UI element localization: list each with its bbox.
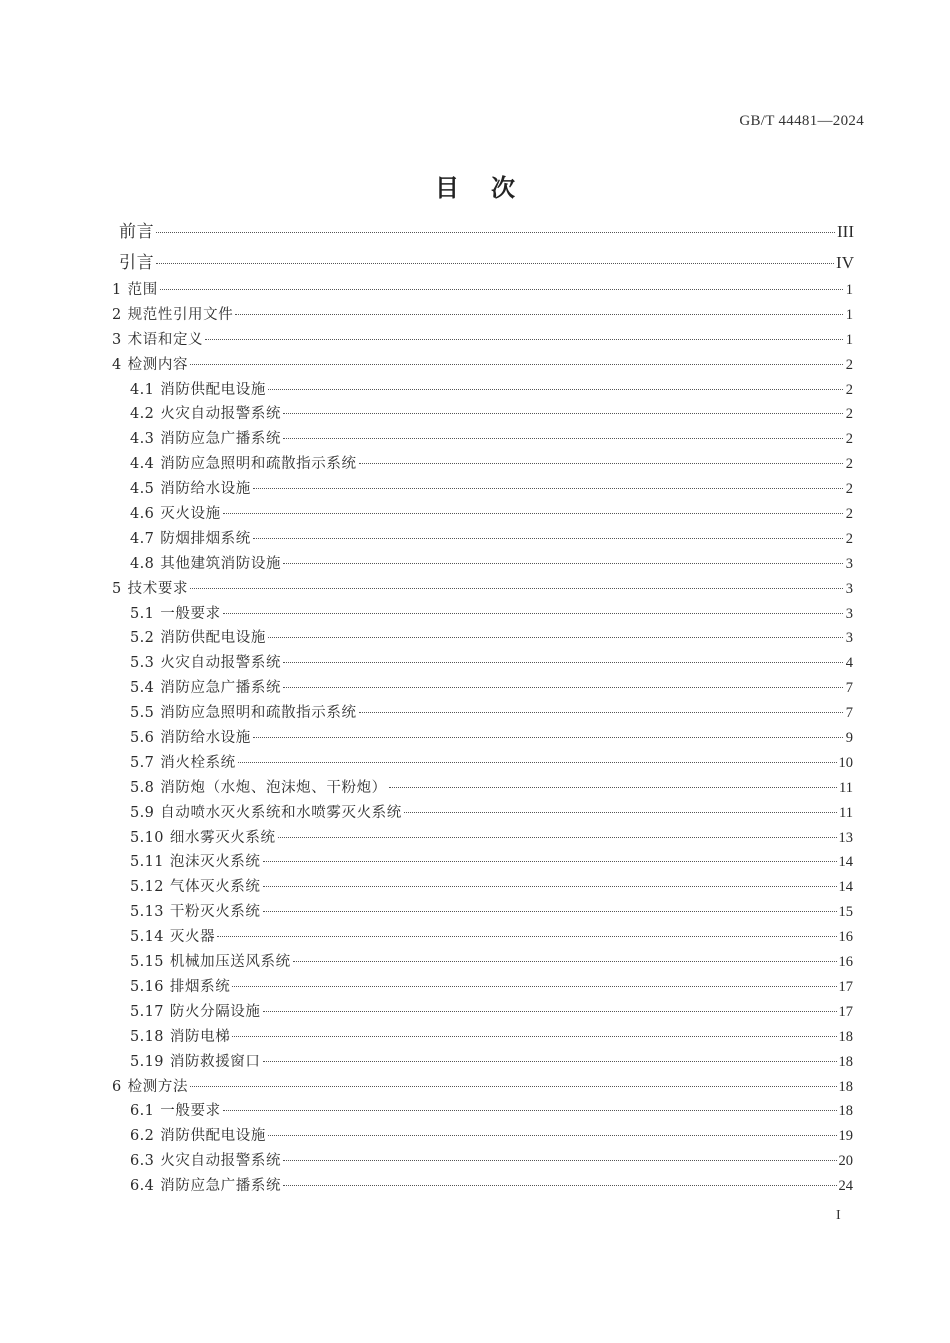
toc-entry-number: 6	[112, 1078, 122, 1095]
dot-leader	[283, 1185, 836, 1186]
dot-leader	[268, 637, 843, 638]
toc-entry-label	[119, 217, 154, 248]
toc-entry-page: 1	[845, 282, 853, 298]
toc-entry-number: 1	[112, 282, 122, 298]
dot-leader	[268, 389, 843, 390]
dot-leader	[283, 1160, 836, 1161]
toc-entry-number: 4.7	[130, 530, 155, 547]
toc-entry-label	[130, 975, 230, 1000]
toc-entry-page: 15	[838, 904, 853, 921]
toc-entry-label	[130, 378, 266, 403]
toc-entry[interactable]	[0, 651, 950, 676]
toc-entry-label	[130, 1025, 230, 1050]
toc-entry-page: IV	[836, 253, 854, 272]
toc-entry-number: 6.4	[130, 1178, 155, 1195]
dot-leader	[278, 837, 837, 838]
toc-entry-title: 范围	[127, 282, 158, 298]
toc-entry[interactable]	[0, 925, 950, 950]
toc-entry-page: 3	[845, 555, 853, 572]
toc-entry-page: 1	[845, 306, 853, 323]
toc-entry[interactable]	[0, 626, 950, 651]
toc-entry-title: 一般要求	[160, 605, 221, 622]
toc-entry-number: 5.7	[130, 754, 155, 771]
toc-entry[interactable]	[0, 751, 950, 776]
dot-leader	[238, 762, 837, 763]
toc-entry-label	[130, 626, 266, 651]
toc-entry-page: 18	[838, 1028, 853, 1045]
toc-entry-page: 3	[845, 580, 853, 597]
dot-leader	[223, 613, 843, 614]
toc-entry-number: 2	[112, 306, 122, 323]
toc-entry-number: 5.14	[130, 929, 164, 946]
dot-leader	[253, 737, 843, 738]
toc-entry[interactable]	[0, 776, 950, 801]
toc-entry-label	[130, 751, 236, 776]
toc-entry-title: 消防炮（水炮、泡沫炮、干粉炮）	[160, 779, 387, 796]
toc-entry-page: III	[837, 222, 854, 241]
toc-entry-title: 泡沫灭火系统	[169, 854, 261, 871]
toc-entry[interactable]	[0, 452, 950, 477]
dot-leader	[283, 687, 843, 688]
toc-entry-label	[130, 477, 251, 502]
toc-entry-title: 机械加压送风系统	[169, 954, 291, 971]
toc-entry-page: 13	[838, 829, 853, 846]
toc-entry[interactable]	[0, 726, 950, 751]
toc-entry-title: 消防应急广播系统	[160, 431, 282, 448]
toc-entry-page: 16	[838, 954, 853, 971]
toc-entry-title: 消防救援窗口	[169, 1053, 261, 1070]
toc-entry-number: 5.13	[130, 904, 164, 921]
toc-entry-page: 4	[845, 655, 853, 672]
toc-entry-number: 4.2	[130, 406, 155, 423]
toc-entry-title: 检测方法	[127, 1078, 189, 1095]
toc-entry-label	[130, 1174, 281, 1199]
toc-entry[interactable]	[0, 427, 950, 452]
toc-entry-title: 引言	[119, 253, 155, 273]
toc-entry-title: 术语和定义	[127, 331, 204, 348]
toc-entry-number: 4.5	[130, 481, 155, 498]
toc-entry-title: 消防给水设施	[160, 730, 251, 747]
toc-entry-number: 5.11	[130, 854, 164, 871]
toc-entry-label	[130, 676, 281, 701]
toc-entry[interactable]	[0, 552, 950, 577]
toc-entry-label	[130, 1099, 221, 1124]
toc-entry-label	[112, 1075, 188, 1100]
dot-leader	[156, 232, 835, 233]
toc-entry-number: 4.8	[130, 555, 155, 572]
toc-entry-page: 2	[845, 381, 853, 398]
toc-entry-title: 一般要求	[160, 1103, 221, 1120]
toc-entry-page: 7	[845, 680, 853, 697]
toc-entry-page: 2	[845, 456, 853, 473]
toc-entry[interactable]	[0, 900, 950, 925]
dot-leader	[263, 861, 837, 862]
toc-entry-page: 19	[838, 1128, 853, 1145]
toc-entry[interactable]	[0, 1025, 950, 1050]
toc-entry-title: 防火分隔设施	[169, 1003, 261, 1020]
toc-entry[interactable]	[0, 676, 950, 701]
toc-entry-number: 6.1	[130, 1103, 155, 1120]
toc-entry-title: 消防应急广播系统	[160, 1178, 282, 1195]
toc-entry[interactable]	[0, 216, 950, 247]
toc-entry-label	[112, 328, 203, 353]
toc-entry-number: 4.6	[130, 506, 155, 523]
toc-entry[interactable]	[0, 402, 950, 427]
toc-entry-label	[130, 527, 251, 552]
toc-entry-label	[130, 701, 357, 726]
toc-entry[interactable]	[0, 826, 950, 851]
toc-entry-title: 灭火器	[169, 929, 216, 946]
toc-entry-label	[130, 826, 276, 851]
toc-entry-page: 14	[838, 879, 853, 896]
toc-entry-number: 5.9	[130, 804, 155, 821]
toc-entry[interactable]	[0, 1099, 950, 1124]
toc-entry-page: 2	[845, 506, 853, 523]
toc-entry-label	[130, 801, 402, 826]
toc-entry-label	[112, 278, 158, 303]
toc-entry-number: 4.4	[130, 456, 155, 473]
dot-leader	[283, 438, 843, 439]
toc-entry[interactable]	[0, 1000, 950, 1025]
toc-entry[interactable]	[0, 303, 950, 328]
dot-leader	[217, 936, 836, 937]
toc-entry-title: 消防供配电设施	[160, 1128, 266, 1145]
dot-leader	[156, 263, 834, 264]
dot-leader	[253, 538, 843, 539]
toc-entry-number: 6.2	[130, 1128, 155, 1145]
toc-entry-number: 5.17	[130, 1003, 164, 1020]
dot-leader	[253, 488, 843, 489]
toc-entry-number: 5.1	[130, 605, 155, 622]
toc-entry-title: 规范性引用文件	[127, 306, 234, 323]
dot-leader	[232, 986, 836, 987]
toc-entry-label	[130, 602, 221, 627]
toc-entry-number: 5.12	[130, 879, 164, 896]
dot-leader	[190, 1086, 836, 1087]
dot-leader	[283, 413, 843, 414]
toc-entry-number: 5.8	[130, 779, 155, 796]
toc-entry-title: 消防应急照明和疏散指示系统	[160, 456, 357, 473]
toc-entry-label	[112, 303, 233, 328]
toc-entry-page: 2	[845, 431, 853, 448]
toc-entry-number: 5.3	[130, 655, 155, 672]
toc-entry-number: 5.4	[130, 680, 155, 697]
toc-entry-page: 20	[838, 1153, 853, 1170]
toc-entry-number: 5.16	[130, 978, 164, 995]
toc-entry-title: 细水雾灭火系统	[169, 829, 276, 846]
dot-leader	[268, 1135, 837, 1136]
toc-entry-page: 17	[838, 978, 853, 995]
toc-entry-title: 消火栓系统	[160, 754, 236, 771]
toc-entry-page: 10	[838, 754, 853, 771]
toc-entry-page: 3	[845, 630, 853, 647]
toc-entry-label	[130, 1050, 261, 1075]
dot-leader	[190, 588, 843, 589]
toc-entry-page: 18	[838, 1053, 853, 1070]
toc-entry-number: 5	[112, 580, 122, 597]
toc-entry-label	[112, 353, 188, 378]
dot-leader	[205, 339, 843, 340]
toc-entry-title: 干粉灭火系统	[169, 904, 261, 921]
toc-entry-label	[112, 577, 188, 602]
dot-leader	[223, 1110, 837, 1111]
toc-entry-page: 18	[838, 1103, 853, 1120]
dot-leader	[263, 911, 837, 912]
toc-entry-title: 消防应急广播系统	[160, 680, 282, 697]
toc-entry-label	[130, 402, 281, 427]
toc-entry-number: 4	[112, 356, 122, 373]
toc-entry[interactable]	[0, 850, 950, 875]
toc-entry-label	[130, 1149, 281, 1174]
dot-leader	[190, 364, 843, 365]
toc-entry-title: 防烟排烟系统	[160, 530, 251, 547]
toc-entry-label	[130, 875, 261, 900]
toc-entry-number: 5.10	[130, 829, 164, 846]
toc-entry[interactable]	[0, 875, 950, 900]
toc-entry-title: 火灾自动报警系统	[160, 1153, 282, 1170]
toc-entry[interactable]	[0, 801, 950, 826]
toc-entry-title: 技术要求	[127, 580, 189, 597]
toc-entry-number: 5.18	[130, 1028, 164, 1045]
toc-entry-number: 5.15	[130, 954, 164, 971]
page-number: I	[836, 1208, 841, 1223]
toc-entry[interactable]	[0, 701, 950, 726]
toc-entry-page: 2	[845, 406, 853, 423]
toc-entry[interactable]	[0, 527, 950, 552]
dot-leader	[404, 812, 837, 813]
dot-leader	[263, 1061, 837, 1062]
toc-entry-number: 3	[112, 331, 122, 348]
toc-entry-label	[130, 900, 261, 925]
toc-entry-label	[130, 452, 357, 477]
toc-entry[interactable]	[0, 1149, 950, 1174]
page-title: 目次	[435, 174, 547, 202]
toc-entry-page: 2	[845, 481, 853, 498]
toc-entry-label	[130, 1000, 261, 1025]
dot-leader	[283, 662, 843, 663]
toc-entry[interactable]	[0, 1050, 950, 1075]
toc-entry-label	[130, 726, 251, 751]
table-of-contents	[0, 216, 950, 1199]
toc-entry-page: 16	[838, 929, 853, 946]
toc-entry-number: 4.3	[130, 431, 155, 448]
toc-entry-title: 火灾自动报警系统	[160, 406, 282, 423]
dot-leader	[235, 314, 843, 315]
dot-leader	[359, 463, 843, 464]
dot-leader	[293, 961, 837, 962]
dot-leader	[160, 289, 843, 290]
toc-entry-label	[130, 502, 221, 527]
toc-entry[interactable]	[0, 1124, 950, 1149]
dot-leader	[263, 886, 837, 887]
toc-entry[interactable]	[0, 950, 950, 975]
toc-entry-label	[130, 427, 281, 452]
dot-leader	[283, 563, 843, 564]
toc-entry-page: 3	[845, 605, 853, 622]
toc-entry-number: 5.19	[130, 1053, 164, 1070]
toc-entry-label	[130, 651, 281, 676]
toc-entry-label	[119, 248, 154, 279]
toc-entry[interactable]	[0, 353, 950, 378]
toc-entry-page: 1	[845, 331, 853, 348]
toc-entry-page: 14	[838, 854, 853, 871]
toc-entry-number: 6.3	[130, 1153, 155, 1170]
dot-leader	[232, 1036, 836, 1037]
toc-entry-title: 消防给水设施	[160, 481, 251, 498]
toc-entry[interactable]	[0, 1174, 950, 1199]
toc-entry[interactable]	[0, 602, 950, 627]
dot-leader	[389, 787, 837, 788]
toc-entry-number: 4.1	[130, 381, 155, 398]
toc-entry-title: 灭火设施	[160, 506, 221, 523]
toc-entry-page: 17	[838, 1003, 853, 1020]
dot-leader	[263, 1011, 837, 1012]
toc-entry-number: 5.6	[130, 730, 155, 747]
toc-entry-title: 消防应急照明和疏散指示系统	[160, 705, 357, 722]
dot-leader	[359, 712, 843, 713]
toc-entry-page: 9	[845, 730, 853, 747]
toc-entry-title: 其他建筑消防设施	[160, 555, 282, 572]
toc-entry[interactable]	[0, 247, 950, 278]
standard-code: GB/T 44481—2024	[739, 113, 864, 129]
toc-entry-label	[130, 552, 281, 577]
toc-entry-label	[130, 776, 387, 801]
toc-entry-number: 5.5	[130, 705, 155, 722]
toc-entry-title: 前言	[119, 222, 155, 242]
toc-entry[interactable]	[0, 975, 950, 1000]
toc-entry-page: 18	[838, 1078, 853, 1095]
toc-entry-page: 11	[839, 779, 853, 796]
toc-entry-page: 2	[845, 530, 853, 547]
toc-entry-title: 自动喷水灭火系统和水喷雾灭火系统	[160, 804, 402, 821]
toc-entry-page: 24	[838, 1178, 853, 1195]
toc-entry-label	[130, 850, 261, 875]
toc-entry-title: 火灾自动报警系统	[160, 655, 282, 672]
toc-entry-label	[130, 950, 291, 975]
toc-entry[interactable]	[0, 502, 950, 527]
toc-entry-title: 消防供配电设施	[160, 381, 266, 398]
toc-entry[interactable]	[0, 577, 950, 602]
toc-entry-page: 11	[839, 804, 853, 821]
dot-leader	[223, 513, 843, 514]
toc-entry-label	[130, 1124, 266, 1149]
toc-entry[interactable]	[0, 378, 950, 403]
toc-entry-title: 排烟系统	[169, 978, 231, 995]
toc-entry-title: 消防电梯	[169, 1028, 231, 1045]
toc-entry[interactable]	[0, 278, 950, 303]
toc-entry-number: 5.2	[130, 630, 155, 647]
toc-entry-title: 气体灭火系统	[169, 879, 261, 896]
toc-entry-label	[130, 925, 215, 950]
toc-entry[interactable]	[0, 1075, 950, 1100]
toc-entry-page: 7	[845, 705, 853, 722]
toc-entry-title: 消防供配电设施	[160, 630, 266, 647]
toc-entry-page: 2	[845, 356, 853, 373]
toc-entry[interactable]	[0, 328, 950, 353]
toc-entry[interactable]	[0, 477, 950, 502]
toc-entry-title: 检测内容	[127, 356, 189, 373]
